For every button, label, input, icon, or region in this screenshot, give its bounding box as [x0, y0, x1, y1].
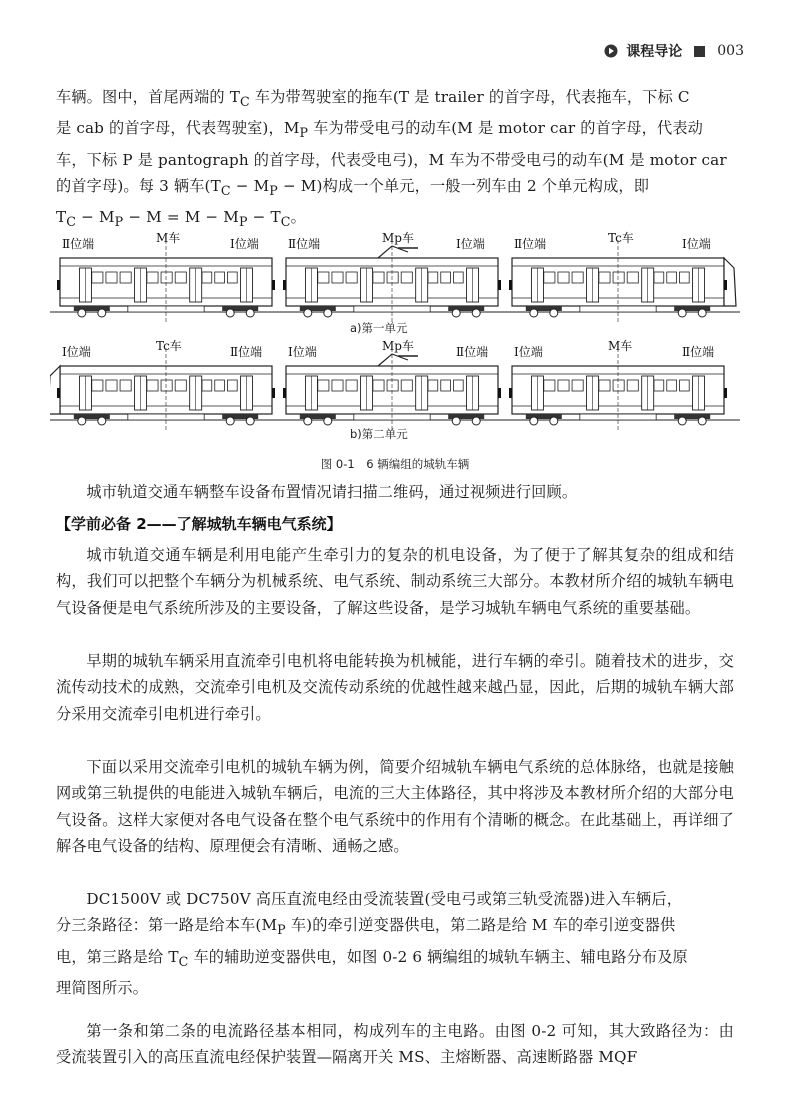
car-window — [120, 272, 131, 283]
end-label: Ⅰ位端 — [288, 345, 317, 359]
car-window — [202, 380, 212, 391]
play-bullet-icon — [604, 44, 618, 58]
car-window — [627, 272, 638, 283]
car-window — [401, 380, 412, 391]
train-diagram — [50, 230, 740, 450]
end-label: Ⅱ位端 — [230, 345, 263, 359]
coupler — [498, 388, 501, 398]
car-window — [215, 272, 225, 283]
car-window — [453, 380, 463, 391]
car-window — [373, 380, 384, 391]
unit-b-caption: b)第二单元 — [350, 427, 408, 441]
wheel — [472, 417, 480, 425]
wheel — [698, 309, 706, 317]
unit-b-cars — [50, 348, 740, 430]
car-window — [318, 272, 329, 283]
car-name-label: Mp车 — [382, 339, 414, 353]
wheel — [226, 309, 234, 317]
text-line: $T_C - M_P - M = M - M_P - T_C$。 — [56, 208, 306, 230]
wheel — [304, 417, 312, 425]
car-window — [175, 272, 186, 283]
wheel — [324, 417, 332, 425]
car-window — [441, 272, 451, 283]
figure-caption: 图 0-1 6 辆编组的城轨车辆 — [320, 457, 470, 471]
running-header — [604, 40, 744, 62]
car-window — [161, 380, 172, 391]
car-window — [215, 380, 225, 391]
car-window — [558, 272, 569, 283]
wheel — [678, 417, 686, 425]
end-label: Ⅱ位端 — [682, 345, 715, 359]
car-window — [572, 380, 583, 391]
car-window — [627, 380, 638, 391]
car-window — [572, 272, 583, 283]
car-window — [558, 380, 569, 391]
text-line: 的首字母)。每 3 辆车$(T_C - M_P - M)$构成一个单元，一般一列车由 2 个单元构成，即 — [56, 176, 650, 198]
car-window — [428, 272, 438, 283]
end-label: Ⅱ位端 — [456, 345, 489, 359]
car-window — [106, 380, 117, 391]
car-window — [202, 272, 212, 283]
car-name-label: Mp车 — [382, 231, 414, 245]
text-line: 理简图所示。 — [56, 978, 149, 997]
car-window — [332, 380, 343, 391]
car-window — [332, 272, 343, 283]
page-number: 003 — [717, 43, 744, 59]
coupler — [509, 388, 512, 398]
end-label: Ⅱ位端 — [62, 237, 95, 251]
car-name-label: M车 — [156, 231, 181, 245]
unit-b-labels — [62, 339, 714, 359]
paragraph-overview: 城市轨道交通车辆是利用电能产生牵引力的复杂的机电设备，为了便于了解其复杂的组成和结构，我们可以把整个车辆分为机械系统、电气系统、制动系统三大部分。本教材所介绍的城轨车辆电气设备便是电气系统所涉及的主要设备，了解这些设备，是学习城轨车辆电气系统的重要基础。 — [56, 546, 734, 617]
car-window — [599, 272, 610, 283]
text-line: 车，下标 P 是 pantograph 的首字母，代表受电弓)，M 车为不带受电弓的动车(M 是 motor car — [56, 150, 727, 169]
car-window — [453, 272, 463, 283]
paragraph-scan: 城市轨道交通车辆整车设备布置情况请扫描二维码，通过视频进行回顾。 — [86, 483, 578, 501]
coupler — [283, 280, 286, 290]
coupler — [283, 388, 286, 398]
car-window — [373, 272, 384, 283]
paragraph-history: 早期的城轨车辆采用直流牵引电机将电能转换为机械能，进行车辆的牵引。随着技术的进步，交流传动技术的成熟，交流牵引电机及交流传动系统的优越性越来越凸显，因此，后期的城轨车辆大部分采用交流牵引电机进行牵引。 — [56, 652, 734, 723]
car-window — [599, 380, 610, 391]
car-window — [346, 380, 357, 391]
text-line: 是 cab 的首字母，代表驾驶室)，$M_P$ 车为带受电弓的动车(M 是 motor car 的首字母，代表动 — [56, 119, 703, 141]
car-name-label: Tc车 — [156, 339, 182, 353]
text-line: 车辆。图中，首尾两端的 $T_C$ 车为带驾驶室的拖车(T 是 trailer 的首字母，代表拖车，下标 C — [56, 88, 690, 110]
wheel — [452, 417, 460, 425]
car-window — [613, 380, 624, 391]
square-separator-icon — [694, 46, 705, 57]
paragraph-paths — [56, 886, 734, 1001]
car-window — [679, 272, 689, 283]
train-figure — [50, 230, 740, 450]
coupler — [724, 280, 727, 290]
car-window — [346, 272, 357, 283]
car-window — [147, 272, 158, 283]
wheel — [304, 309, 312, 317]
end-label: Ⅰ位端 — [230, 237, 259, 251]
wheel — [550, 417, 558, 425]
coupler — [272, 280, 275, 290]
wheel — [530, 309, 538, 317]
coupler — [57, 388, 60, 398]
wheel — [78, 309, 86, 317]
wheel — [246, 309, 254, 317]
chapter-title: 课程导论 — [626, 44, 683, 60]
coupler — [498, 280, 501, 290]
wheel — [472, 309, 480, 317]
train-car — [509, 258, 736, 317]
car-window — [227, 380, 237, 391]
car-window — [92, 380, 103, 391]
car-name-label: Tc车 — [608, 231, 634, 245]
car-window — [161, 272, 172, 283]
end-label: Ⅰ位端 — [682, 237, 711, 251]
car-window — [387, 380, 398, 391]
car-window — [92, 272, 103, 283]
text-line: 电，第三路是给 $T_C$ 车的辅助逆变器供电，如图 0-2 6 辆编组的城轨车辆主、辅电路分布及原 — [56, 947, 688, 969]
car-window — [544, 380, 555, 391]
car-window — [654, 380, 664, 391]
car-window — [654, 272, 664, 283]
paragraph-outline: 下面以采用交流牵引电机的城轨车辆为例，简要介绍城轨车辆电气系统的总体脉络，也就是接触网或第三轨提供的电能进入城轨车辆后，电流的三大主体路径，其中将涉及本教材所介绍的大部分电气设备。这样大家便对各电气设备在整个电气系统中的作用有个清晰的概念。在此基础上，再详细了解各电气设备的结构、原理便会有清晰、通畅之感。 — [56, 758, 734, 855]
unit-a-cars — [50, 240, 740, 322]
car-window — [441, 380, 451, 391]
wheel — [452, 309, 460, 317]
text-line: 分三条路径：第一路是给本车($M_P$ 车)的牵引逆变器供电，第二路是给 M 车的牵引逆变器供 — [56, 916, 676, 938]
wheel — [324, 309, 332, 317]
end-label: Ⅰ位端 — [456, 237, 485, 251]
car-window — [544, 272, 555, 283]
car-window — [387, 272, 398, 283]
paragraph-main-circuit: 第一条和第二条的电流路径基本相同，构成列车的主电路。由图 0-2 可知，其大致路径为：由受流装置引入的高压直流电经保护装置—隔离开关 MS、主熔断器、高速断路器 MQF — [56, 1022, 734, 1067]
text-line: DC1500V 或 DC750V 高压直流电经由受流装置(受电弓或第三轨受流器)进入车辆后， — [86, 890, 683, 908]
wheel — [698, 417, 706, 425]
car-window — [120, 380, 131, 391]
car-window — [147, 380, 158, 391]
wheel — [98, 417, 106, 425]
car-window — [679, 380, 689, 391]
end-label: Ⅱ位端 — [514, 237, 547, 251]
car-window — [613, 272, 624, 283]
unit-a-labels — [62, 231, 711, 251]
end-label: Ⅰ位端 — [514, 345, 543, 359]
paragraph-intro — [56, 84, 734, 236]
car-window — [227, 272, 237, 283]
end-label: Ⅱ位端 — [288, 237, 321, 251]
train-car — [50, 366, 275, 425]
coupler — [57, 280, 60, 290]
wheel — [530, 417, 538, 425]
coupler — [724, 388, 727, 398]
end-label: Ⅰ位端 — [62, 345, 91, 359]
wheel — [246, 417, 254, 425]
car-window — [318, 380, 329, 391]
wheel — [78, 417, 86, 425]
car-name-label: M车 — [608, 339, 633, 353]
wheel — [550, 309, 558, 317]
car-window — [401, 272, 412, 283]
wheel — [98, 309, 106, 317]
car-window — [428, 380, 438, 391]
car-window — [106, 272, 117, 283]
wheel — [678, 309, 686, 317]
unit-a-caption: a)第一单元 — [350, 321, 408, 335]
coupler — [509, 280, 512, 290]
car-window — [175, 380, 186, 391]
car-window — [667, 380, 677, 391]
wheel — [226, 417, 234, 425]
section-title: 【学前必备 2——了解城轨车辆电气系统】 — [56, 515, 342, 533]
car-window — [667, 272, 677, 283]
coupler — [272, 388, 275, 398]
